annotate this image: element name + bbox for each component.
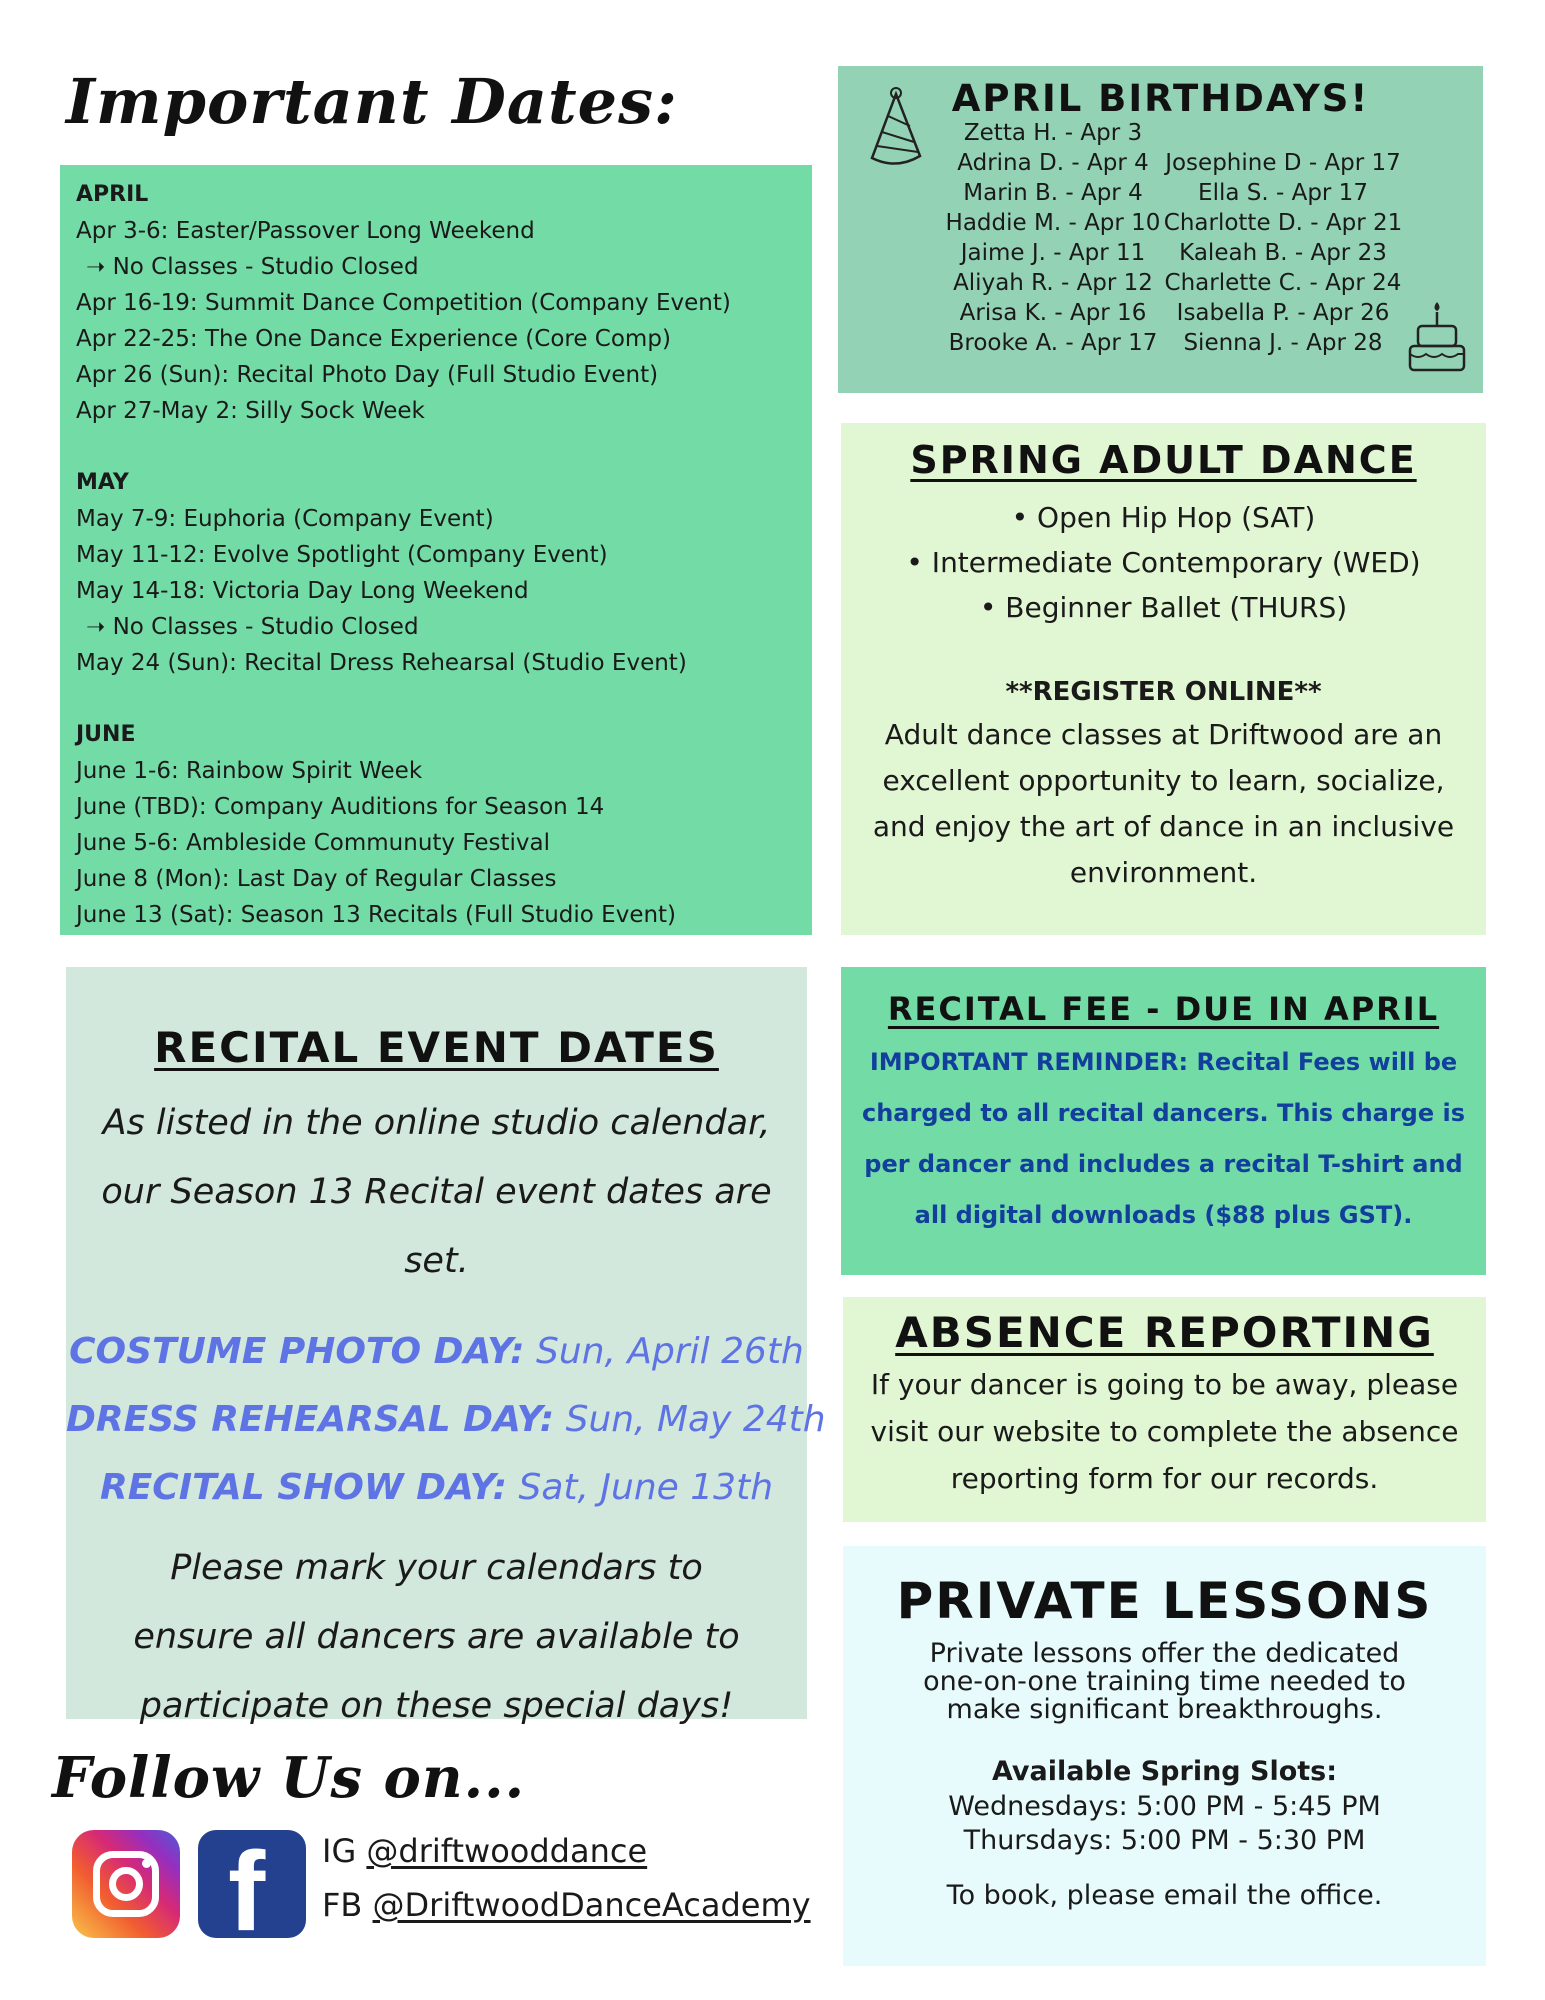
private-lessons-panel <box>843 1546 1486 1966</box>
month-heading-may: MAY <box>76 470 129 495</box>
birthday-entry: Ella S. - Apr 17 <box>1198 180 1368 206</box>
birthdays-column-2 <box>1158 148 1408 358</box>
birthday-entry: Jaime J. - Apr 11 <box>960 240 1146 266</box>
important-dates-panel <box>60 165 812 935</box>
costume-photo-day <box>66 1318 807 1386</box>
date-line: Apr 22-25: The One Dance Experience (Core Comp) <box>76 326 671 352</box>
birthday-entry: Josephine D - Apr 17 <box>1165 150 1401 176</box>
spring-adult-dance-panel <box>841 423 1486 935</box>
birthday-cake-icon <box>1402 298 1472 374</box>
recital-intro-text: As listed in the online studio calendar, our Season 13 Recital event dates are set. <box>101 1103 772 1281</box>
facebook-icon[interactable]: f <box>198 1830 306 1938</box>
birthday-entry: Isabella P. - Apr 26 <box>1176 300 1390 326</box>
date-line: June (TBD): Company Auditions for Season 14 <box>76 794 605 820</box>
date-line: May 7-9: Euphoria (Company Event) <box>76 506 494 532</box>
adult-dance-title: SPRING ADULT DANCE <box>910 438 1417 482</box>
instagram-handle-link[interactable]: @driftwooddance <box>366 1832 648 1870</box>
register-online-label: **REGISTER ONLINE** <box>1005 677 1322 707</box>
birthday-entry: Kaleah B. - Apr 23 <box>1179 240 1387 266</box>
birthday-entry: Brooke A. - Apr 17 <box>948 330 1158 356</box>
birthday-entry: Aliyah R. - Apr 12 <box>953 270 1153 296</box>
birthday-entry: Adrina D. - Apr 4 <box>957 150 1149 176</box>
slot-item: Wednesdays: 5:00 PM - 5:45 PM <box>948 1791 1381 1822</box>
slot-item: Thursdays: 5:00 PM - 5:30 PM <box>963 1825 1366 1856</box>
slots-title: Available Spring Slots: <box>991 1756 1338 1787</box>
april-birthdays-panel <box>838 66 1483 393</box>
booking-text: To book, please email the office. <box>946 1880 1383 1911</box>
private-lessons-title: PRIVATE LESSONS <box>896 1572 1433 1630</box>
date-line: Apr 27-May 2: Silly Sock Week <box>76 398 425 424</box>
date-line: May 11-12: Evolve Spotlight (Company Event) <box>76 542 608 568</box>
month-heading-april: APRIL <box>76 182 149 207</box>
recital-events-title: RECITAL EVENT DATES <box>154 1023 719 1072</box>
date-line: June 8 (Mon): Last Day of Regular Classes <box>76 866 557 892</box>
dress-rehearsal-day <box>66 1386 826 1454</box>
recital-event-dates-panel <box>66 967 826 1726</box>
birthday-entry: Zetta H. - Apr 3 <box>963 120 1143 146</box>
party-hat-icon <box>866 86 924 168</box>
adult-class-item: • Intermediate Contemporary (WED) <box>906 546 1421 579</box>
date-line: ➝ No Classes - Studio Closed <box>86 614 419 640</box>
private-lessons-description: Private lessons offer the dedicated one-on-one training time needed to make significant breakthroughs. <box>923 1638 1406 1725</box>
instagram-icon[interactable] <box>72 1830 180 1938</box>
date-line: June 13 (Sat): Season 13 Recitals (Full Studio Event) <box>76 902 677 928</box>
birthdays-title: APRIL BIRTHDAYS! <box>951 77 1370 120</box>
absence-reporting-panel <box>843 1297 1486 1522</box>
event-label: COSTUME PHOTO DAY: <box>69 1331 525 1372</box>
facebook-line <box>322 1878 811 1932</box>
birthday-entry: Charlotte D. - Apr 21 <box>1163 210 1403 236</box>
date-line: Apr 26 (Sun): Recital Photo Day (Full Studio Event) <box>76 362 659 388</box>
event-label: DRESS REHEARSAL DAY: <box>66 1399 555 1440</box>
recital-closing-text: Please mark your calendars to ensure all dancers are available to participate on these special days! <box>133 1548 740 1726</box>
birthday-entry: Sienna J. - Apr 28 <box>1183 330 1383 356</box>
event-date: Sun, April 26th <box>536 1331 804 1372</box>
date-line: May 24 (Sun): Recital Dress Rehearsal (Studio Event) <box>76 650 687 676</box>
date-line: May 14-18: Victoria Day Long Weekend <box>76 578 529 604</box>
adult-dance-description: Adult dance classes at Driftwood are an excellent opportunity to learn, socialize, and enjoy the art of dance in an inclusive environment. <box>872 718 1455 889</box>
recital-fee-panel <box>841 967 1486 1275</box>
recital-fee-reminder: IMPORTANT REMINDER: Recital Fees will be charged to all recital dancers. This charge is per dancer and includes a recital T-shirt and all digital downloads ($88 plus GST). <box>861 1048 1466 1229</box>
instagram-line <box>322 1824 647 1878</box>
birthday-entry: Haddie M. - Apr 10 <box>945 210 1161 236</box>
facebook-handle-link[interactable]: @DriftwoodDanceAcademy <box>372 1886 811 1924</box>
fb-prefix: FB <box>322 1886 363 1924</box>
event-date: Sun, May 24th <box>565 1399 826 1440</box>
recital-show-day <box>66 1454 807 1522</box>
adult-class-item: • Beginner Ballet (THURS) <box>979 591 1348 624</box>
important-dates-title: Important Dates: <box>66 65 678 138</box>
date-line: Apr 3-6: Easter/Passover Long Weekend <box>76 218 535 244</box>
date-line: June 1-6: Rainbow Spirit Week <box>76 758 423 784</box>
follow-us-title: Follow Us on... <box>52 1745 526 1811</box>
birthdays-column-1 <box>938 118 1168 358</box>
birthday-entry: Marin B. - Apr 4 <box>963 180 1143 206</box>
event-label: RECITAL SHOW DAY: <box>99 1467 508 1508</box>
date-line: ➝ No Classes - Studio Closed <box>86 254 419 280</box>
ig-prefix: IG <box>322 1832 357 1870</box>
event-date: Sat, June 13th <box>518 1467 774 1508</box>
absence-text: If your dancer is going to be away, please visit our website to complete the absence reporting form for our records. <box>870 1368 1459 1495</box>
month-heading-june: JUNE <box>76 722 136 747</box>
date-line: Apr 16-19: Summit Dance Competition (Company Event) <box>76 290 731 316</box>
date-line: June 5-6: Ambleside Communuty Festival <box>76 830 550 856</box>
adult-class-item: • Open Hip Hop (SAT) <box>1011 501 1316 534</box>
recital-fee-title: RECITAL FEE - DUE IN APRIL <box>887 990 1440 1028</box>
birthday-entry: Arisa K. - Apr 16 <box>959 300 1147 326</box>
absence-title: ABSENCE REPORTING <box>895 1308 1434 1357</box>
birthday-entry: Charlette C. - Apr 24 <box>1164 270 1402 296</box>
